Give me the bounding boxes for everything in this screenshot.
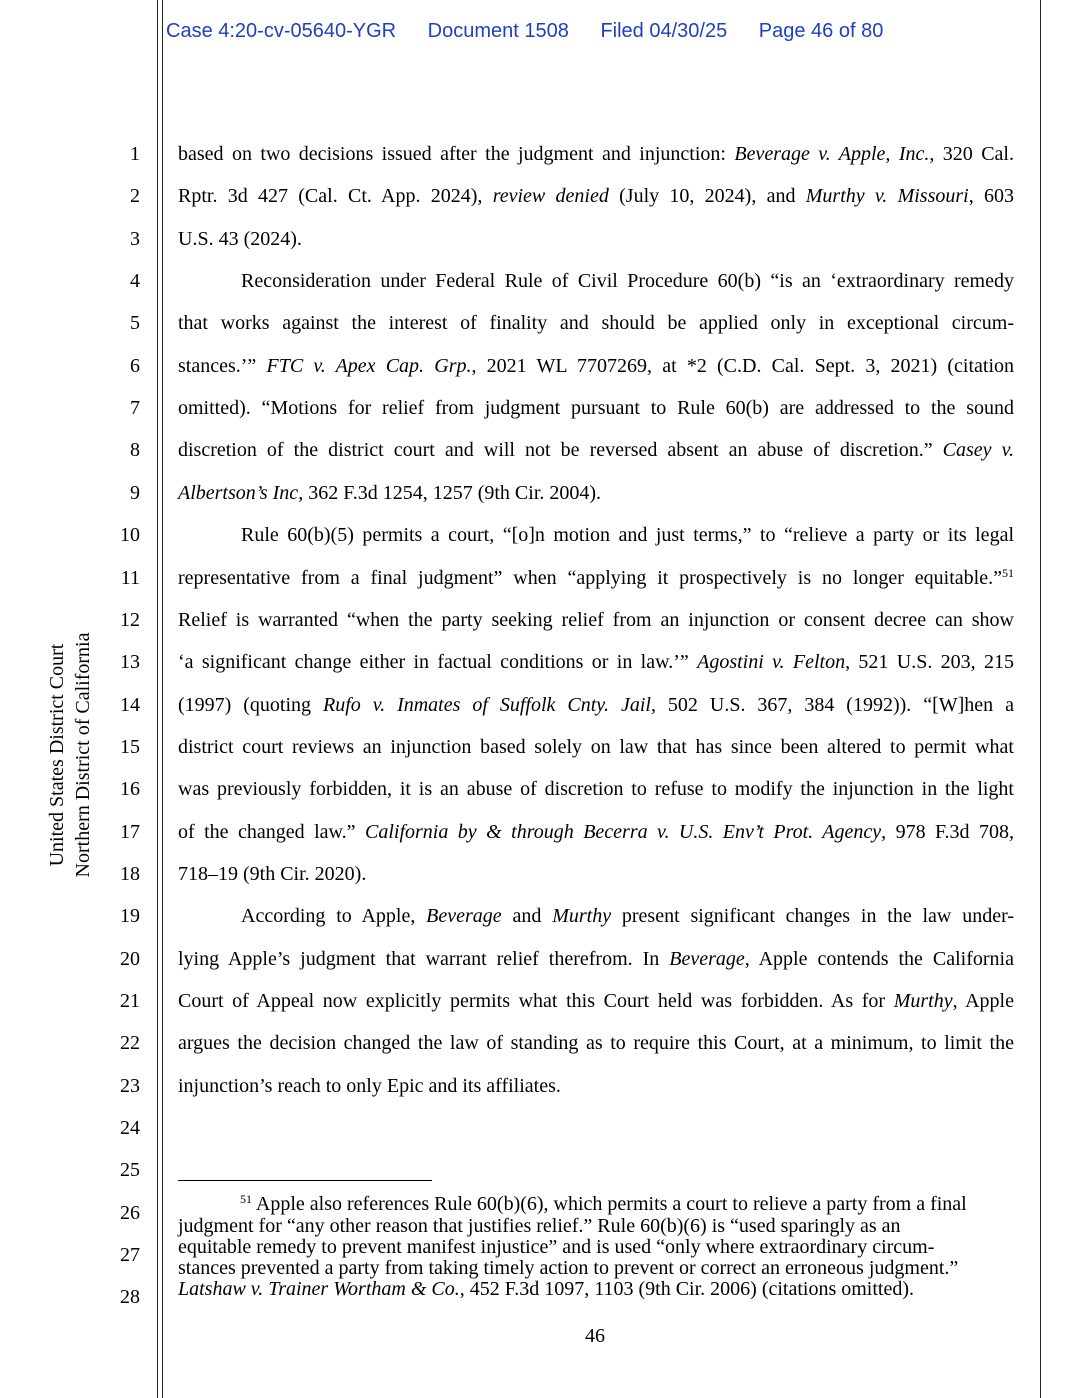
text-run: , 502 U.S. 367, 384 (1992)). “[W]hen a <box>650 693 1015 716</box>
case-citation: review denied <box>492 185 609 208</box>
case-citation: Rufo v. Inmates of Suffolk Cnty. Jail <box>323 693 651 716</box>
case-citation: Beverage v. Apple, Inc. <box>734 143 930 165</box>
body-line <box>178 862 366 886</box>
text-run: , 521 U.S. 203, 215 <box>845 651 1014 674</box>
text-run: U.S. 43 (2024). <box>178 227 302 250</box>
text-run: Court of Appeal now explicitly permits what this Court held was forbidden. As for <box>178 990 894 1012</box>
line-number: 22 <box>120 1032 140 1055</box>
court-name: United States District Court <box>46 643 68 867</box>
text-run: argues the decision changed the law of standing as to require this Court, at a minimum, to limit the <box>178 1032 1014 1055</box>
page-number: 46 <box>585 1325 605 1347</box>
case-citation: FTC v. Apex Cap. Grp. <box>266 354 472 377</box>
body-line <box>178 777 1014 801</box>
case-citation: Beverage <box>426 905 502 928</box>
text-run: , Apple <box>952 990 1014 1012</box>
text-run: , 362 F.3d 1254, 1257 (9th Cir. 2004). <box>298 481 602 504</box>
case-citation: Casey v. <box>942 439 1014 462</box>
body-line <box>178 989 1014 1013</box>
case-number: Case 4:20-cv-05640-YGR <box>166 20 397 42</box>
line-number: 25 <box>120 1159 140 1182</box>
line-number: 27 <box>120 1244 140 1267</box>
line-number: 9 <box>130 481 140 504</box>
body-line <box>178 693 1014 717</box>
case-citation: Murthy v. Missouri <box>805 185 969 208</box>
body-line <box>241 523 1014 547</box>
body-line <box>178 566 1014 590</box>
line-number: 12 <box>120 608 140 631</box>
text-run: ‘a significant change either in factual conditions or in law.’” <box>178 651 698 674</box>
text-run: (July 10, 2024), and <box>608 185 806 208</box>
footnote-line <box>178 1216 901 1237</box>
body-line <box>178 438 1014 462</box>
footnote-line <box>178 1258 958 1279</box>
text-run: , Apple contends the California <box>744 947 1014 970</box>
text-run: Rptr. 3d 427 (Cal. Ct. App. 2024), <box>178 185 493 208</box>
line-number: 18 <box>120 862 140 885</box>
margin-rule-left-1 <box>157 0 158 1398</box>
line-number: 7 <box>130 397 140 420</box>
line-number: 3 <box>130 227 140 250</box>
line-number: 26 <box>120 1201 140 1224</box>
text-run: lying Apple’s judgment that warrant relief therefrom. In <box>178 947 670 970</box>
court-district: Northern District of California <box>72 632 94 878</box>
text-run: According to Apple, <box>241 905 427 928</box>
body-line <box>178 1074 561 1098</box>
line-number: 19 <box>120 905 140 928</box>
text-run: , 603 <box>968 185 1014 208</box>
line-number: 20 <box>120 947 140 970</box>
page-count: Page 46 of 80 <box>758 20 884 42</box>
line-number: 5 <box>130 312 140 335</box>
body-line <box>178 481 601 505</box>
text-run: was previously forbidden, it is an abuse of discretion to refuse to modify the injunction in the light <box>178 778 1014 801</box>
body-line <box>241 904 1014 928</box>
margin-rule-left-2 <box>162 0 163 1398</box>
text-run: stances prevented a party from taking timely action to prevent or correct an erroneous judgment.” <box>178 1257 959 1279</box>
text-run: of the changed law.” <box>178 820 365 843</box>
footnote-marker: 51 <box>1002 565 1014 580</box>
case-citation: Latshaw v. Trainer Wortham & Co. <box>178 1278 460 1300</box>
footnote-line <box>240 1194 967 1215</box>
text-run: , 320 Cal. <box>929 143 1014 165</box>
case-citation: Albertson’s Inc <box>178 481 299 504</box>
footnote-line <box>178 1237 934 1258</box>
line-number: 14 <box>120 693 140 716</box>
text-run: that works against the interest of finality and should be applied only in exceptional circum- <box>178 312 1014 335</box>
body-line <box>178 650 1014 674</box>
footnote-marker: 51 <box>240 1192 252 1206</box>
text-run: Relief is warranted “when the party seeking relief from an injunction or consent decree can show <box>178 608 1014 631</box>
body-line <box>178 354 1014 378</box>
footnote-separator <box>178 1180 432 1181</box>
text-run: omitted). “Motions for relief from judgment pursuant to Rule 60(b) are addressed to the sound <box>178 397 1014 420</box>
filed-date: Filed 04/30/25 <box>600 20 728 42</box>
line-number: 6 <box>130 354 140 377</box>
body-line <box>178 947 1014 971</box>
text-run: representative from a final judgment” when “applying it prospectively is no longer equitable.” <box>178 566 1002 589</box>
text-run: judgment for “any other reason that justifies relief.” Rule 60(b)(6) is “used sparingly as an <box>178 1215 901 1237</box>
text-run: , 452 F.3d 1097, 1103 (9th Cir. 2006) (citations omitted). <box>459 1278 915 1300</box>
line-number: 2 <box>130 185 140 208</box>
text-run: , 2021 WL 7707269, at *2 (C.D. Cal. Sept. 3, 2021) (citation <box>471 354 1015 377</box>
line-number: 8 <box>130 439 140 462</box>
text-run: based on two decisions issued after the judgment and injunction: <box>178 143 735 165</box>
court-sidebar <box>42 630 98 880</box>
case-citation: Murthy <box>893 990 953 1012</box>
text-run: (1997) (quoting <box>178 693 323 716</box>
line-number: 15 <box>120 735 140 758</box>
case-citation: Murthy <box>552 905 612 928</box>
body-line <box>241 269 1014 293</box>
document-number: Document 1508 <box>427 20 569 42</box>
margin-rule-right <box>1040 0 1041 1398</box>
body-line <box>178 608 1014 632</box>
text-run: Reconsideration under Federal Rule of Civil Procedure 60(b) “is an ‘extraordinary remedy <box>241 270 1014 293</box>
body-line <box>178 227 302 251</box>
body-line <box>178 396 1014 420</box>
body-line <box>178 311 1014 335</box>
line-number: 28 <box>120 1286 140 1309</box>
body-line <box>178 1031 1014 1055</box>
line-number: 10 <box>120 524 140 547</box>
body-line <box>178 735 1014 759</box>
line-number: 23 <box>120 1074 140 1097</box>
body-line <box>178 820 1014 844</box>
text-run: present significant changes in the law under- <box>611 905 1014 928</box>
text-run: district court reviews an injunction based solely on law that has since been altered to permit what <box>178 735 1014 758</box>
line-number: 13 <box>120 651 140 674</box>
text-run: 718–19 (9th Cir. 2020). <box>178 862 367 885</box>
body-line <box>178 142 1014 166</box>
line-number: 1 <box>130 143 140 165</box>
line-number: 24 <box>120 1117 140 1140</box>
text-run: injunction’s reach to only Epic and its affiliates. <box>178 1074 561 1097</box>
line-number: 17 <box>120 820 140 843</box>
body-line <box>178 184 1014 208</box>
case-citation: Beverage <box>669 947 745 970</box>
ecf-header <box>166 20 909 43</box>
text-run: stances.’” <box>178 354 267 377</box>
text-run: and <box>501 905 553 928</box>
line-number: 21 <box>120 990 140 1012</box>
line-number: 4 <box>130 270 140 293</box>
text-run: Apple also references Rule 60(b)(6), which permits a court to relieve a party from a final <box>252 1193 967 1215</box>
line-number: 11 <box>120 566 140 589</box>
case-citation: California by & through Becerra v. U.S. Env’t Prot. Agency <box>365 820 882 843</box>
text-run: Rule 60(b)(5) permits a court, “[o]n motion and just terms,” to “relieve a party or its legal <box>241 524 1014 547</box>
footnote-line <box>178 1279 914 1300</box>
line-number: 16 <box>120 778 140 801</box>
text-run: discretion of the district court and will not be reversed absent an abuse of discretion.” <box>178 439 943 462</box>
text-run: equitable remedy to prevent manifest injustice” and is used “only where extraordinary circum- <box>178 1236 935 1258</box>
text-run: , 978 F.3d 708, <box>881 820 1014 843</box>
case-citation: Agostini v. Felton <box>697 651 846 674</box>
